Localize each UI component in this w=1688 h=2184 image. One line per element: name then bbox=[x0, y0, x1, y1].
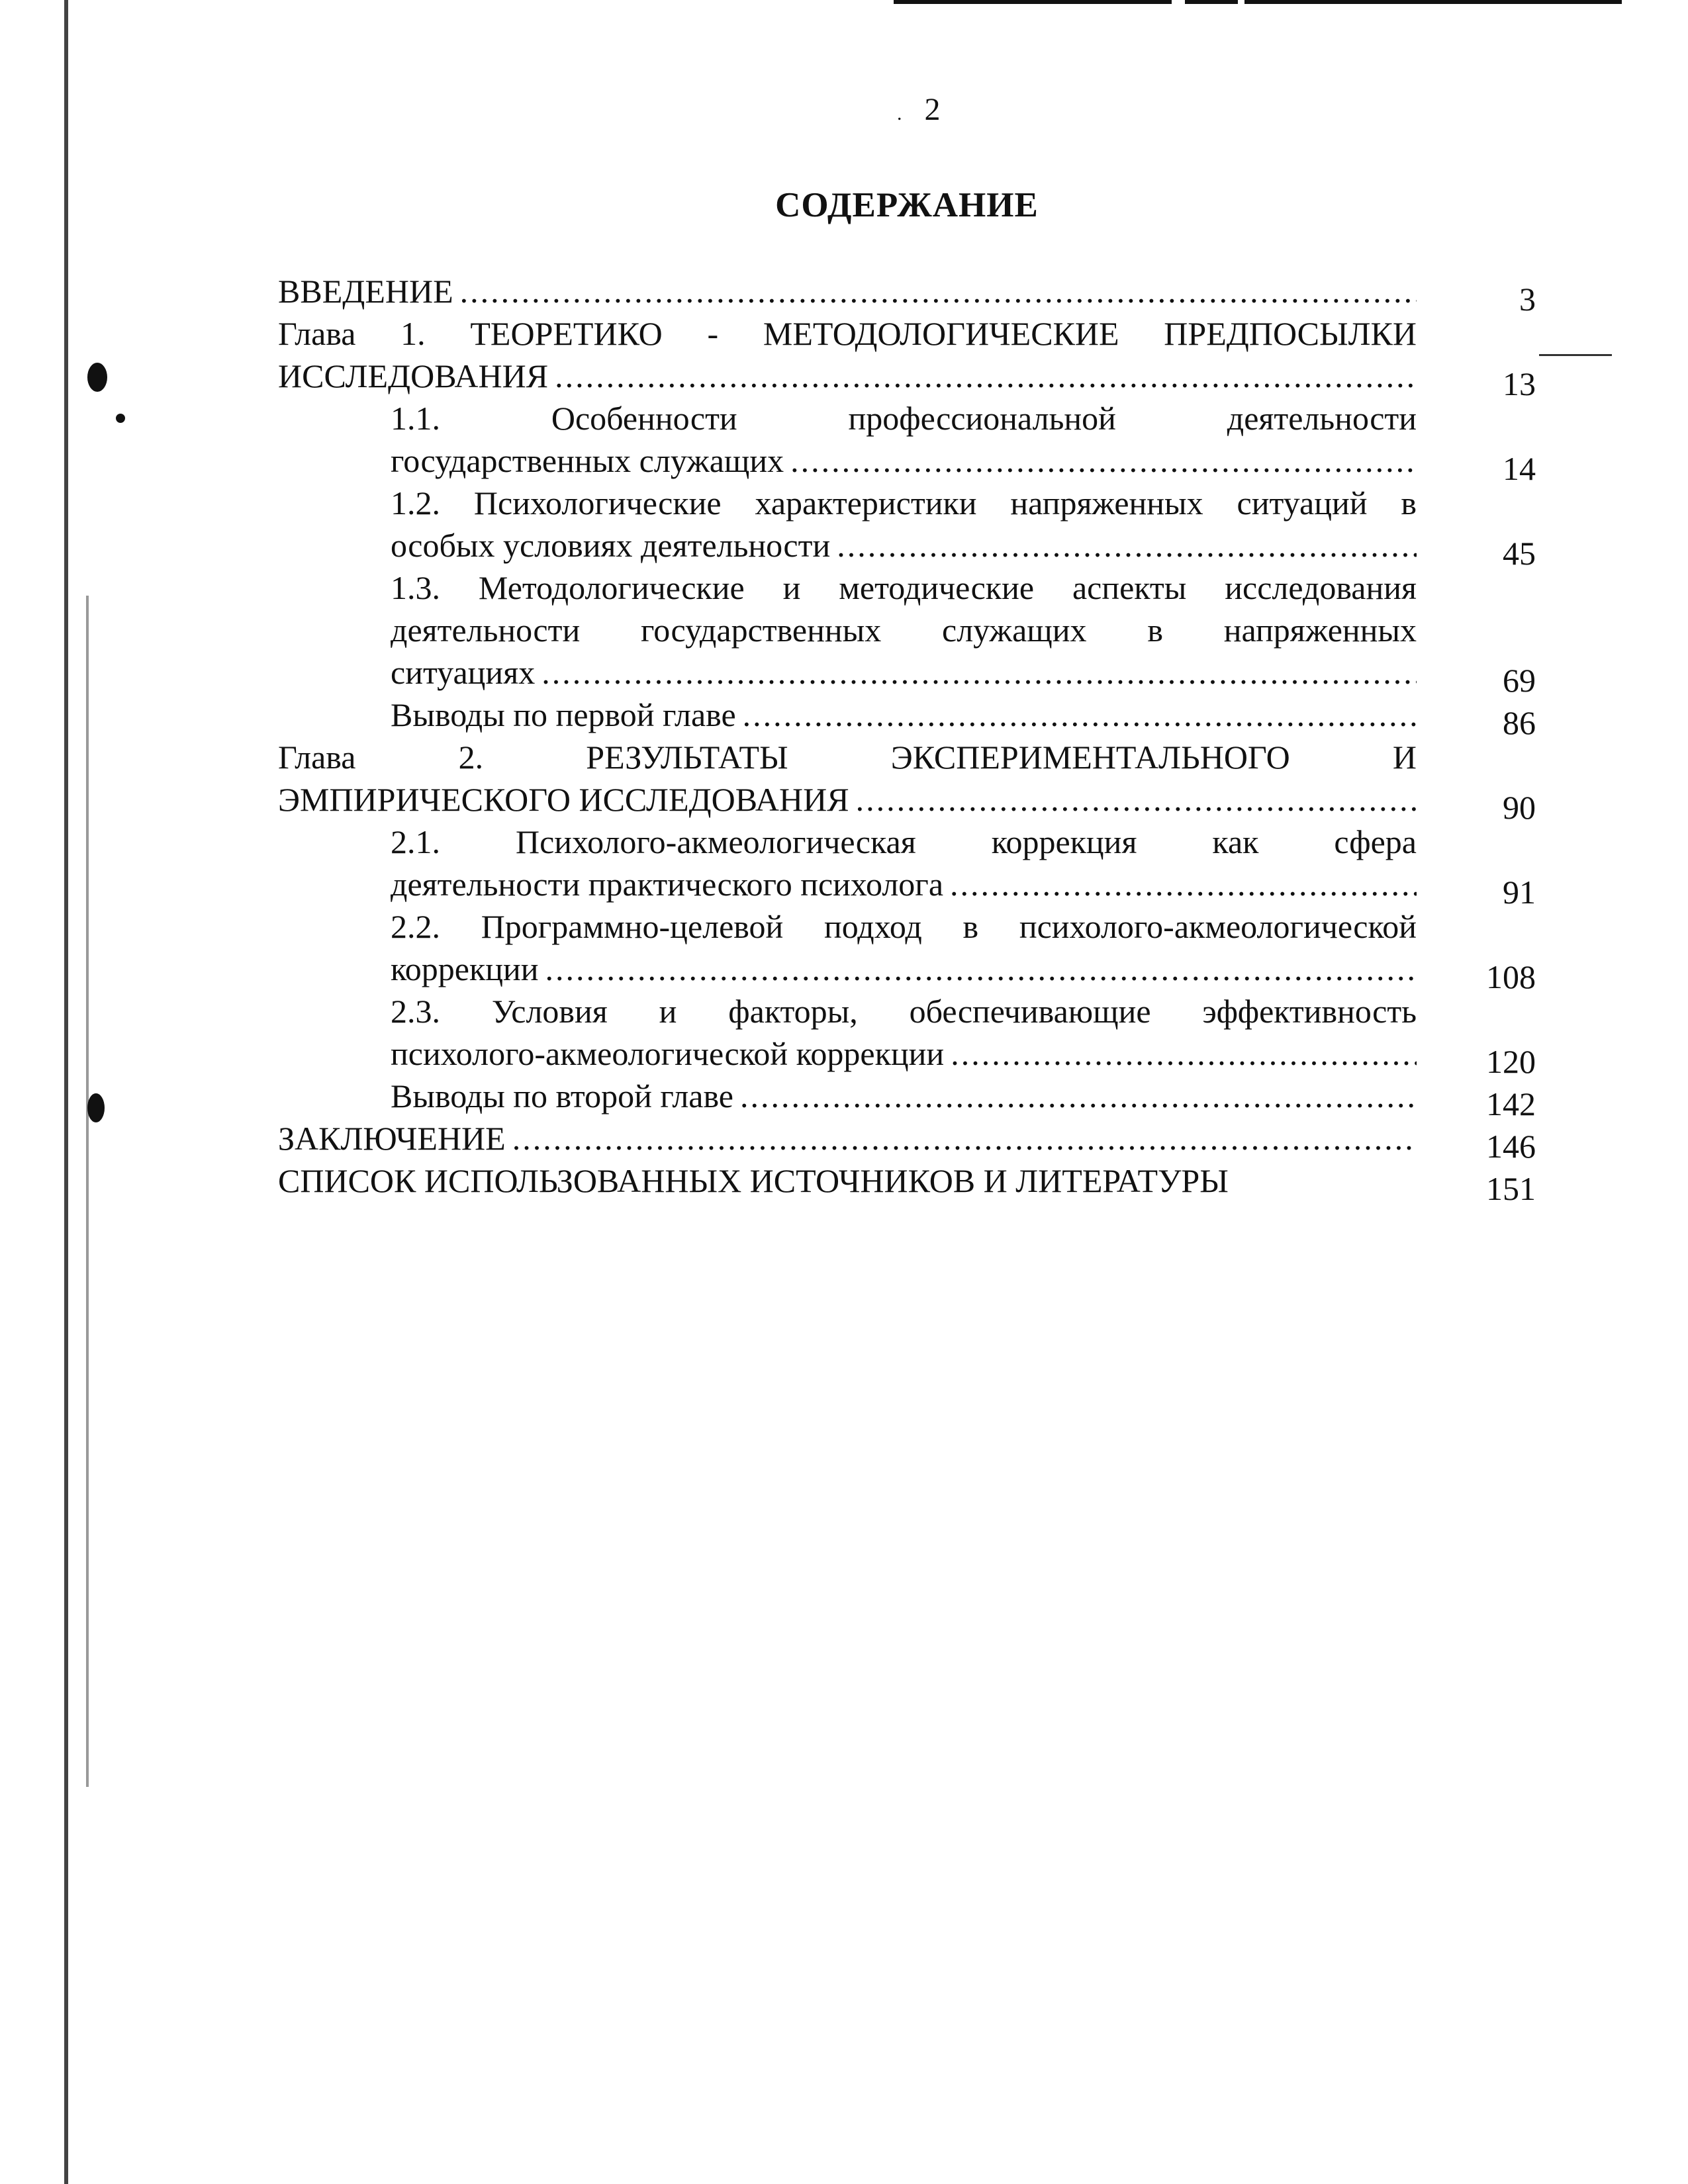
toc-entry-section-2-2[interactable] bbox=[278, 905, 1536, 995]
toc-entry-label: Выводы по первой главе bbox=[391, 696, 736, 733]
toc-entry-section-1-1[interactable] bbox=[278, 397, 1536, 487]
hole-punch-mark bbox=[87, 1093, 105, 1122]
toc-entry-line: 1.2. Психологические характеристики напряженных ситуаций в bbox=[391, 484, 1417, 522]
toc-page-number: 146 bbox=[1486, 1128, 1536, 1165]
toc-entry-label: Выводы по второй главе bbox=[391, 1077, 733, 1115]
toc-page-number: 120 bbox=[1486, 1043, 1536, 1080]
top-scan-mark bbox=[1185, 0, 1238, 4]
dot-leader bbox=[506, 1117, 1417, 1160]
dot-leader bbox=[736, 694, 1417, 736]
page-number-value: 2 bbox=[924, 92, 941, 127]
dot-leader bbox=[784, 439, 1417, 482]
hole-punch-mark bbox=[87, 363, 107, 392]
toc-entry-section-2-1[interactable] bbox=[278, 821, 1536, 911]
toc-page-number: 14 bbox=[1503, 450, 1536, 487]
toc-page-number: 108 bbox=[1486, 958, 1536, 995]
toc-entry-line: 1.1. Особенности профессиональной деятельности bbox=[391, 400, 1417, 437]
toc-entry-conclusions-chapter-1[interactable] bbox=[278, 694, 1536, 741]
toc-entry-section-1-2[interactable] bbox=[278, 482, 1536, 572]
toc-entry-section-1-3[interactable] bbox=[278, 567, 1536, 699]
dot-leader bbox=[733, 1075, 1417, 1117]
dot-leader bbox=[944, 1032, 1417, 1075]
toc-entry-label: коррекции bbox=[391, 950, 539, 987]
ink-spot bbox=[116, 414, 125, 423]
page-number-mark: . bbox=[897, 103, 902, 124]
toc-entry-label: СПИСОК ИСПОЛЬЗОВАННЫХ ИСТОЧНИКОВ И ЛИТЕРАТУРЫ bbox=[278, 1162, 1229, 1199]
table-of-contents bbox=[278, 270, 1536, 1207]
page-number bbox=[897, 91, 941, 128]
toc-entry-line: 1.3. Методологические и методические аспекты исследования bbox=[391, 569, 1417, 606]
dot-leader bbox=[548, 355, 1417, 397]
toc-entry-references[interactable] bbox=[278, 1160, 1536, 1207]
toc-page-number: 151 bbox=[1486, 1170, 1536, 1207]
scan-edge-line bbox=[64, 0, 68, 2184]
page-title-text: СОДЕРЖАНИЕ bbox=[775, 186, 1039, 224]
toc-entry-section-2-3[interactable] bbox=[278, 990, 1536, 1080]
toc-page-number: 3 bbox=[1519, 281, 1536, 318]
toc-entry-label: государственных служащих bbox=[391, 442, 784, 479]
toc-page-number: 142 bbox=[1486, 1085, 1536, 1122]
toc-page-number: 90 bbox=[1503, 789, 1536, 826]
toc-entry-label: особых условиях деятельности bbox=[391, 527, 831, 564]
toc-page-number: 45 bbox=[1503, 535, 1536, 572]
toc-entry-label: ВВЕДЕНИЕ bbox=[278, 273, 453, 310]
toc-entry-line: 2.2. Программно-целевой подход в психолого-акмеологической bbox=[391, 908, 1417, 945]
top-scan-mark bbox=[894, 0, 1172, 4]
toc-entry-line: деятельности государственных служащих в напряженных bbox=[391, 612, 1417, 649]
toc-entry-conclusions-chapter-2[interactable] bbox=[278, 1075, 1536, 1122]
dot-leader bbox=[849, 778, 1417, 821]
toc-entry-line: 2.1. Психолого-акмеологическая коррекция как сфера bbox=[391, 823, 1417, 860]
toc-page-number: 69 bbox=[1503, 662, 1536, 699]
toc-entry-label: ЗАКЛЮЧЕНИЕ bbox=[278, 1120, 506, 1157]
toc-entry-conclusion[interactable] bbox=[278, 1117, 1536, 1165]
margin-dash bbox=[1539, 354, 1612, 356]
toc-page-number: 91 bbox=[1503, 874, 1536, 911]
toc-entry-label: ситуациях bbox=[391, 654, 536, 691]
toc-entry-line: 2.3. Условия и факторы, обеспечивающие эффективность bbox=[391, 993, 1417, 1030]
dot-leader bbox=[1229, 1160, 1417, 1202]
dot-leader bbox=[539, 948, 1417, 990]
toc-entry-line: Глава 2. РЕЗУЛЬТАТЫ ЭКСПЕРИМЕНТАЛЬНОГО И bbox=[278, 739, 1417, 776]
dot-leader bbox=[535, 651, 1417, 694]
toc-page-number: 86 bbox=[1503, 704, 1536, 741]
page-title bbox=[0, 185, 1688, 225]
dot-leader bbox=[453, 270, 1417, 312]
toc-entry-introduction[interactable] bbox=[278, 270, 1536, 318]
top-scan-mark bbox=[1244, 0, 1622, 4]
toc-page-number: 13 bbox=[1503, 365, 1536, 402]
toc-entry-label: психолого-акмеологической коррекции bbox=[391, 1035, 945, 1072]
toc-entry-chapter-2[interactable] bbox=[278, 736, 1536, 826]
toc-entry-line: Глава 1. ТЕОРЕТИКО - МЕТОДОЛОГИЧЕСКИЕ ПРЕДПОСЫЛКИ bbox=[278, 315, 1417, 352]
toc-entry-label: деятельности практического психолога bbox=[391, 866, 944, 903]
dot-leader bbox=[830, 524, 1417, 567]
scan-edge-shadow bbox=[86, 596, 89, 1787]
toc-entry-label: ЭМПИРИЧЕСКОГО ИССЛЕДОВАНИЯ bbox=[278, 781, 849, 818]
dot-leader bbox=[943, 863, 1417, 905]
toc-entry-chapter-1[interactable] bbox=[278, 312, 1536, 402]
toc-entry-label: ИССЛЕДОВАНИЯ bbox=[278, 357, 549, 394]
